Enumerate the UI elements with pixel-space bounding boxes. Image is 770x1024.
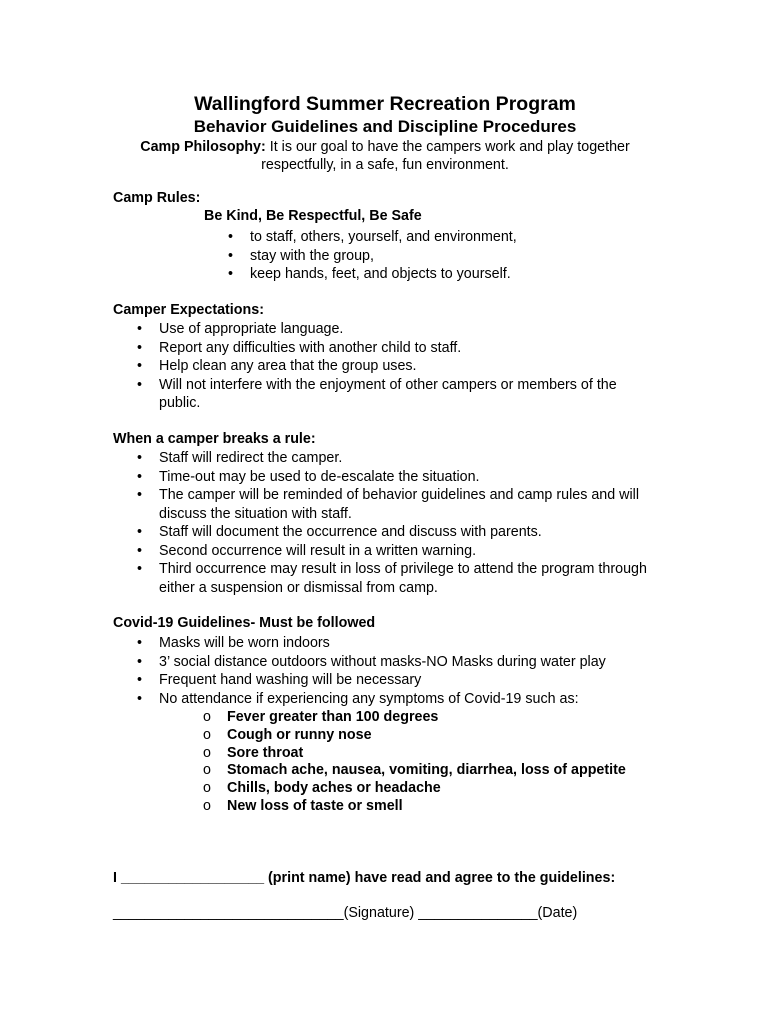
document-title: Wallingford Summer Recreation Program [194, 93, 576, 115]
list-item: • Third occurrence may result in loss of privilege to attend the program through either a suspension or dismissal from camp. [137, 560, 657, 597]
covid-list [137, 634, 677, 708]
agreement-statement: I __________________ (print name) have read and agree to the guidelines: [113, 870, 616, 886]
list-item: • to staff, others, yourself, and environment, [228, 228, 668, 247]
symptom-item: o New loss of taste or smell [203, 798, 626, 816]
list-item: • keep hands, feet, and objects to yourself. [228, 265, 668, 284]
list-item: • No attendance if experiencing any symptoms of Covid-19 such as: [137, 690, 677, 709]
camp-philosophy [110, 138, 660, 174]
list-item: • Staff will redirect the camper. [137, 449, 657, 468]
list-item: • Masks will be worn indoors [137, 634, 677, 653]
breaks-rule-list [137, 449, 657, 597]
symptom-item: o Chills, body aches or headache [203, 780, 626, 798]
symptom-item: o Sore throat [203, 745, 626, 763]
list-item: • Will not interfere with the enjoyment of other campers or members of the public. [137, 376, 657, 413]
list-item: • Staff will document the occurrence and discuss with parents. [137, 523, 657, 542]
list-item: • Frequent hand washing will be necessary [137, 671, 677, 690]
list-item: • The camper will be reminded of behavior guidelines and camp rules and will discuss the situation with staff. [137, 486, 657, 523]
philosophy-text: It is our goal to have the campers work and play together respectfully, in a safe, fun environment. [261, 139, 630, 173]
expectations-heading: Camper Expectations: [113, 302, 264, 318]
list-item: • Use of appropriate language. [137, 320, 657, 339]
philosophy-label: Camp Philosophy: [140, 139, 266, 155]
symptom-item: o Cough or runny nose [203, 727, 626, 745]
symptom-item: o Stomach ache, nausea, vomiting, diarrhea, loss of appetite [203, 762, 626, 780]
camp-rules-motto: Be Kind, Be Respectful, Be Safe [204, 208, 422, 224]
list-item: • Report any difficulties with another child to staff. [137, 339, 657, 358]
camp-rules-heading: Camp Rules: [113, 190, 201, 206]
camp-rules-list [228, 228, 668, 284]
expectations-list [137, 320, 657, 413]
document-subtitle: Behavior Guidelines and Discipline Procedures [193, 117, 577, 136]
symptom-item: o Fever greater than 100 degrees [203, 709, 626, 727]
covid-symptoms-list [203, 709, 626, 816]
list-item: • Second occurrence will result in a written warning. [137, 542, 657, 561]
signature-date-line: _____________________________(Signature) _______________(Date) [113, 905, 578, 921]
list-item: • Help clean any area that the group uses. [137, 357, 657, 376]
list-item: • stay with the group, [228, 247, 668, 266]
list-item: • 3’ social distance outdoors without masks-NO Masks during water play [137, 653, 677, 672]
breaks-rule-heading: When a camper breaks a rule: [113, 431, 316, 447]
covid-heading: Covid-19 Guidelines- Must be followed [113, 615, 376, 631]
list-item: • Time-out may be used to de-escalate the situation. [137, 468, 657, 487]
